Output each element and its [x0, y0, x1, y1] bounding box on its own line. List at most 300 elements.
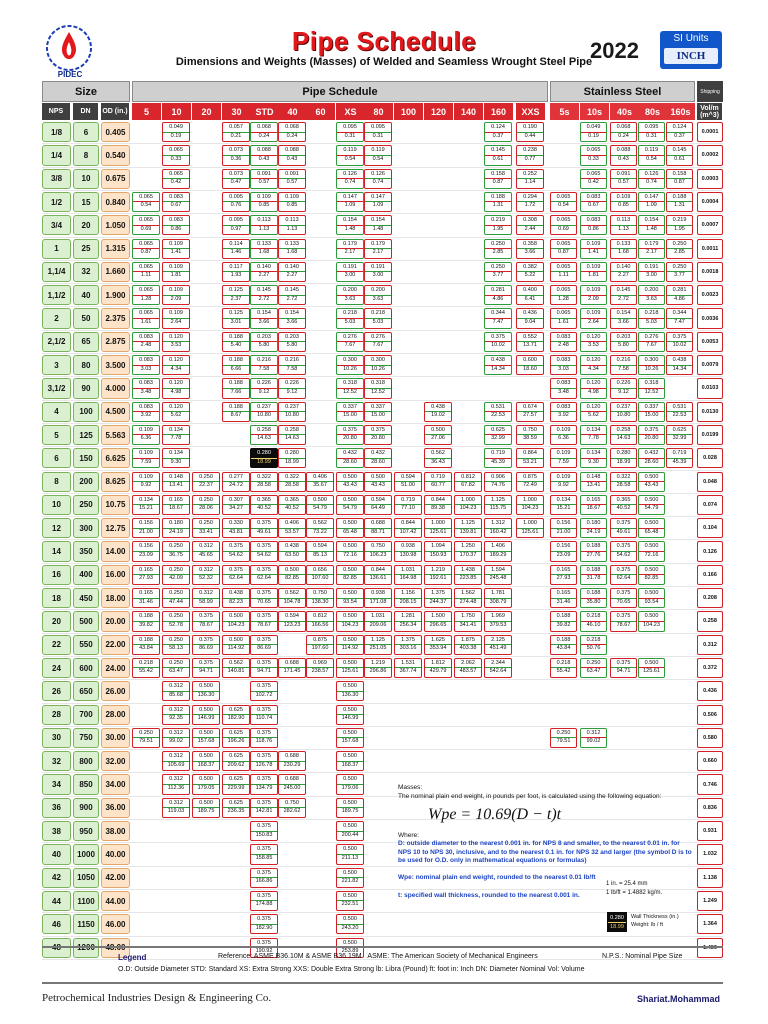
wall-thickness: 0.500 — [199, 729, 213, 736]
schedule-cell — [278, 798, 306, 818]
schedule-cell — [278, 611, 306, 631]
pipe-weight: 483.57 — [455, 667, 481, 675]
volume-cell: 0.436 — [697, 681, 723, 701]
pipe-weight: 7.58 — [251, 365, 277, 373]
pipe-weight: 0.43 — [611, 155, 636, 163]
schedule-cell — [336, 821, 364, 841]
schedule-cell — [484, 518, 512, 538]
wall-thickness: 0.500 — [343, 659, 357, 666]
pipe-weight: 1.48 — [639, 225, 664, 233]
wall-thickness: 1.562 — [461, 590, 475, 596]
wall-thickness: 0.719 — [431, 473, 445, 480]
pipe-weight: 15.21 — [551, 504, 576, 512]
schedule-cell — [484, 565, 512, 585]
wall-thickness: 0.200 — [371, 287, 385, 294]
pipe-weight: 1.14 — [517, 178, 543, 186]
schedule-cell — [192, 472, 220, 492]
wall-thickness: 0.875 — [313, 636, 327, 643]
pipe-weight: 88.71 — [365, 528, 391, 536]
pipe-weight: 24.19 — [581, 528, 606, 536]
footer-divider-bottom — [42, 982, 723, 984]
schedule-cell — [336, 751, 364, 771]
pipe-weight: 7.78 — [163, 434, 189, 442]
wall-thickness: 0.095 — [229, 217, 243, 224]
pipe-weight: 379.53 — [485, 621, 511, 629]
schedule-cell — [454, 518, 482, 538]
wall-thickness: 0.120 — [586, 403, 601, 410]
schedule-cell — [550, 635, 577, 655]
wall-thickness: 0.191 — [644, 263, 659, 270]
row-divider — [42, 330, 723, 331]
schedule-cell — [250, 192, 278, 212]
pipe-weight: 223.85 — [455, 574, 481, 582]
wall-thickness: 0.500 — [343, 916, 357, 923]
schedule-cell — [250, 798, 278, 818]
schedule-cell — [610, 541, 637, 561]
schedule-cell — [454, 658, 482, 678]
schedule-cell — [638, 332, 665, 352]
schedule-cell — [132, 332, 160, 352]
wall-thickness: 0.812 — [461, 473, 475, 480]
legend-key-label-weight: Weight: lb / ft — [631, 922, 663, 928]
wall-thickness: 0.114 — [229, 240, 243, 247]
pipe-weight: 0.37 — [485, 132, 511, 140]
schedule-cell — [336, 262, 364, 282]
pipe-weight: 14.63 — [251, 434, 277, 442]
schedule-cell — [550, 611, 577, 631]
volume-cell: 0.0023 — [697, 285, 723, 305]
schedule-cell — [222, 472, 250, 492]
wall-thickness: 0.133 — [285, 240, 299, 247]
schedule-cell — [222, 518, 250, 538]
wall-thickness: 0.188 — [491, 193, 505, 200]
schedule-cell — [222, 635, 250, 655]
wall-thickness: 0.250 — [169, 566, 183, 573]
pipe-weight: 10.26 — [365, 365, 391, 373]
pipe-weight: 7.47 — [485, 318, 511, 326]
pipe-weight: 125.61 — [425, 528, 451, 536]
wall-thickness: 0.073 — [229, 170, 243, 177]
pipe-weight: 146.99 — [193, 714, 219, 722]
schedule-cell — [364, 308, 392, 328]
nps-cell: 1/8 — [42, 122, 71, 142]
schedule-cell — [336, 215, 364, 235]
wall-thickness: 0.065 — [556, 310, 571, 317]
schedule-cell — [610, 285, 637, 305]
wall-thickness: 0.156 — [556, 543, 571, 550]
wall-thickness: 0.218 — [586, 613, 601, 620]
schedule-cell — [250, 705, 278, 725]
dn-cell: 750 — [73, 728, 99, 748]
wall-thickness: 0.500 — [343, 520, 357, 527]
pipe-weight: 200.44 — [337, 831, 363, 839]
schedule-cell — [580, 239, 607, 259]
nps-cell: 26 — [42, 681, 71, 701]
wall-thickness: 1.781 — [491, 590, 505, 596]
volume-cell: 0.0018 — [697, 262, 723, 282]
wall-thickness: 0.719 — [672, 450, 687, 457]
wall-thickness: 0.065 — [556, 217, 571, 224]
pipe-weight: 62.64 — [611, 574, 636, 582]
pipe-weight: 158.85 — [251, 854, 277, 862]
wall-thickness: 0.375 — [257, 590, 271, 596]
pipe-weight: 119.03 — [163, 807, 189, 815]
volume-cell: 0.104 — [697, 518, 723, 538]
wall-thickness: 0.375 — [491, 333, 505, 340]
schedule-cell — [336, 844, 364, 864]
wall-thickness: 0.109 — [586, 240, 601, 247]
wall-thickness: 0.250 — [169, 636, 183, 643]
schedule-cell — [638, 378, 665, 398]
wall-thickness: 0.552 — [523, 333, 537, 340]
wall-thickness: 1.000 — [431, 520, 445, 527]
wall-thickness: 0.375 — [257, 846, 271, 853]
wall-thickness: 0.216 — [257, 357, 271, 363]
schedule-cell — [250, 518, 278, 538]
schedule-cell — [610, 448, 637, 468]
pipe-weight: 39.82 — [133, 621, 159, 629]
wall-thickness: 1.219 — [431, 566, 445, 573]
schedule-cell — [222, 611, 250, 631]
wall-thickness: 1.594 — [491, 566, 505, 573]
wall-thickness: 0.165 — [169, 496, 183, 503]
wall-thickness: 0.065 — [169, 147, 183, 154]
nps-cell: 34 — [42, 774, 71, 794]
stainless-col-header: 5s — [550, 103, 580, 120]
schedule-cell — [222, 122, 250, 142]
schedule-cell — [550, 332, 577, 352]
pipe-weight: 0.31 — [337, 132, 363, 140]
schedule-cell — [580, 728, 607, 748]
pipe-weight: 64.49 — [365, 504, 391, 512]
schedule-cell — [222, 541, 250, 561]
schedule-cell — [162, 728, 190, 748]
pipe-weight: 3.00 — [337, 271, 363, 279]
volume-cell: 0.0004 — [697, 192, 723, 212]
schedule-cell — [364, 215, 392, 235]
pipe-weight: 0.54 — [639, 155, 664, 163]
wall-thickness: 0.688 — [285, 776, 299, 783]
wall-thickness: 0.165 — [139, 566, 153, 573]
schedule-cell — [638, 239, 665, 259]
wall-thickness: 0.500 — [644, 520, 659, 527]
schedule-cell — [162, 541, 190, 561]
schedule-cell — [394, 635, 422, 655]
wall-thickness: 2.062 — [461, 659, 475, 666]
schedule-cell — [192, 681, 220, 701]
wall-thickness: 0.109 — [169, 310, 183, 317]
nps-cell: 1/2 — [42, 192, 71, 212]
schedule-cell — [278, 332, 306, 352]
schedule-cell — [516, 215, 544, 235]
wall-thickness: 0.308 — [523, 217, 537, 224]
schedule-cell — [162, 145, 190, 165]
schedule-col-header: 120 — [424, 103, 454, 120]
wall-thickness: 0.088 — [285, 147, 299, 154]
schedule-cell — [336, 472, 364, 492]
wall-thickness: 0.154 — [285, 310, 299, 317]
pipe-weight: 112.36 — [163, 784, 189, 792]
schedule-cell — [162, 169, 190, 189]
pipe-weight: 14.34 — [667, 365, 692, 373]
volume-col-header: Vol/m (m^3) — [697, 103, 723, 120]
wall-thickness: 0.375 — [257, 636, 271, 643]
schedule-cell — [484, 611, 512, 631]
schedule-cell — [222, 588, 250, 608]
wall-thickness: 0.134 — [169, 450, 183, 457]
wall-thickness: 0.068 — [257, 124, 271, 130]
wall-thickness: 0.238 — [523, 147, 537, 154]
wall-thickness: 0.382 — [523, 263, 537, 270]
pipe-weight: 3.66 — [279, 318, 305, 326]
schedule-cell — [666, 215, 693, 235]
pipe-weight: 3.63 — [639, 295, 664, 303]
schedule-cell — [454, 541, 482, 561]
schedule-cell — [484, 169, 512, 189]
schedule-cell — [580, 192, 607, 212]
wall-thickness: 0.276 — [371, 333, 385, 340]
wall-thickness: 0.109 — [139, 450, 153, 457]
wall-thickness: 0.065 — [586, 147, 601, 154]
nps-cell: 2,1/2 — [42, 332, 71, 352]
schedule-cell — [394, 565, 422, 585]
nps-cell: 14 — [42, 541, 71, 561]
wall-thickness: 0.147 — [371, 193, 385, 200]
pipe-weight: 1.13 — [251, 225, 277, 233]
pipe-weight: 28.60 — [639, 458, 664, 466]
schedule-cell — [516, 262, 544, 282]
wall-thickness: 0.375 — [371, 426, 385, 433]
where-label: Where: — [398, 831, 419, 839]
schedule-cell — [162, 798, 190, 818]
schedule-cell — [250, 868, 278, 888]
pipe-weight: 23.09 — [133, 551, 159, 559]
schedule-cell — [666, 355, 693, 375]
schedule-cell — [364, 658, 392, 678]
od-cell: 3.500 — [101, 355, 130, 375]
schedule-cell — [394, 472, 422, 492]
dn-cell: 32 — [73, 262, 99, 282]
schedule-cell — [638, 518, 665, 538]
pipe-weight: 2.44 — [517, 225, 543, 233]
schedule-cell — [336, 145, 364, 165]
row-divider — [42, 190, 723, 191]
wall-thickness: 1.375 — [401, 636, 415, 643]
pipe-weight: 10.80 — [279, 411, 305, 419]
pipe-weight: 49.61 — [611, 528, 636, 536]
wall-thickness: 0.438 — [672, 357, 687, 363]
wall-thickness: 0.500 — [343, 613, 357, 620]
wall-thickness: 0.280 — [285, 450, 299, 457]
wall-thickness: 0.375 — [672, 333, 687, 340]
legend-key-cell — [607, 912, 627, 932]
wall-thickness: 0.180 — [169, 520, 183, 527]
wall-thickness: 0.065 — [556, 263, 571, 270]
pipe-weight: 10.80 — [251, 411, 277, 419]
wall-thickness: 0.126 — [343, 170, 357, 177]
pipe-weight: 15.21 — [133, 504, 159, 512]
pipe-weight: 110.74 — [251, 714, 277, 722]
volume-cell: 0.506 — [697, 705, 723, 725]
schedule-cell — [132, 518, 160, 538]
wall-thickness: 0.375 — [616, 590, 631, 596]
wall-thickness: 0.500 — [343, 869, 357, 876]
schedule-cell — [250, 425, 278, 445]
schedule-cell — [278, 145, 306, 165]
wall-thickness: 0.600 — [523, 357, 537, 363]
wall-thickness: 0.065 — [556, 287, 571, 294]
pipe-weight: 221.82 — [337, 877, 363, 885]
schedule-cell — [250, 378, 278, 398]
schedule-cell — [336, 681, 364, 701]
pipe-weight: 82.85 — [337, 574, 363, 582]
schedule-cell — [580, 495, 607, 515]
schedule-cell — [394, 541, 422, 561]
wall-thickness: 0.250 — [199, 473, 213, 480]
pipe-weight: 2.09 — [581, 295, 606, 303]
schedule-cell — [278, 658, 306, 678]
pipe-weight: 189.29 — [485, 551, 511, 559]
schedule-cell — [364, 541, 392, 561]
nps-cell: 4 — [42, 402, 71, 422]
schedule-cell — [222, 355, 250, 375]
wall-thickness: 0.531 — [672, 403, 687, 410]
row-divider — [42, 726, 723, 727]
wall-thickness: 0.218 — [644, 310, 659, 317]
wall-thickness: 0.500 — [644, 543, 659, 550]
pipe-weight: 0.86 — [581, 225, 606, 233]
wall-thickness: 0.154 — [257, 310, 271, 317]
pipe-weight: 1.68 — [279, 248, 305, 256]
schedule-cell — [516, 495, 544, 515]
od-cell: 34.00 — [101, 774, 130, 794]
pipe-weight: 3.48 — [551, 388, 576, 396]
wall-thickness: 0.500 — [343, 566, 357, 573]
schedule-cell — [222, 798, 250, 818]
pipe-weight: 51.00 — [395, 481, 421, 489]
schedule-col-header: XS — [336, 103, 366, 120]
schedule-cell — [638, 658, 665, 678]
schedule-cell — [666, 332, 693, 352]
schedule-cell — [484, 472, 512, 492]
schedule-cell — [666, 402, 693, 422]
pipe-weight: 45.39 — [667, 458, 692, 466]
dn-cell: 10 — [73, 169, 99, 189]
schedule-cell — [250, 821, 278, 841]
wall-thickness: 0.625 — [229, 776, 243, 783]
row-divider — [42, 679, 723, 680]
nps-cell: 16 — [42, 565, 71, 585]
schedule-cell — [306, 495, 334, 515]
pipe-weight: 23.09 — [551, 551, 576, 559]
schedule-cell — [306, 518, 334, 538]
row-divider — [42, 749, 723, 750]
wall-thickness: 0.500 — [343, 823, 357, 829]
dn-cell: 500 — [73, 611, 99, 631]
wall-thickness: 0.188 — [672, 193, 687, 200]
pipe-weight: 0.24 — [611, 132, 636, 140]
schedule-cell — [222, 705, 250, 725]
schedule-col-header: 10 — [162, 103, 192, 120]
wall-thickness: 0.875 — [523, 473, 537, 480]
wall-thickness: 0.109 — [139, 473, 153, 480]
schedule-cell — [132, 658, 160, 678]
pipe-weight: 542.64 — [485, 667, 511, 675]
pipe-weight: 73.22 — [307, 528, 333, 536]
wall-thickness: 0.375 — [257, 823, 271, 829]
schedule-cell — [278, 448, 306, 468]
pipe-weight: 21.00 — [133, 528, 159, 536]
schedule-cell — [192, 635, 220, 655]
schedule-cell — [666, 169, 693, 189]
volume-cell: 0.0053 — [697, 332, 723, 352]
pipe-weight: 244.37 — [425, 598, 451, 606]
wall-thickness: 0.065 — [139, 217, 153, 224]
wall-thickness: 0.158 — [491, 170, 505, 177]
wall-thickness: 0.307 — [229, 496, 243, 503]
volume-cell: 0.312 — [697, 635, 723, 655]
pipe-weight: 38.59 — [517, 434, 543, 442]
wall-thickness: 0.124 — [491, 124, 505, 130]
pipe-weight: 0.33 — [163, 155, 189, 163]
pipe-weight: 115.75 — [485, 504, 511, 512]
wall-thickness: 0.250 — [556, 729, 571, 736]
pipe-weight: 47.44 — [163, 598, 189, 606]
wall-thickness: 1.531 — [401, 659, 415, 666]
stainless-steel-group-header: Stainless Steel — [550, 81, 695, 102]
row-divider — [42, 446, 723, 447]
wall-thickness: 0.065 — [556, 240, 571, 247]
wall-thickness: 0.625 — [491, 426, 505, 433]
wall-thickness: 0.148 — [586, 473, 601, 480]
pipe-weight: 1.81 — [581, 271, 606, 279]
schedule-cell — [638, 425, 665, 445]
pipe-weight: 1.61 — [133, 318, 159, 326]
schedule-cell — [638, 215, 665, 235]
wall-thickness: 0.500 — [199, 706, 213, 713]
page-subtitle: Dimensions and Weights (Masses) of Welded and Seamless Wrought Steel Pipe — [175, 56, 593, 68]
wall-thickness: 0.322 — [257, 473, 271, 480]
schedule-cell — [250, 355, 278, 375]
od-cell: 1.315 — [101, 239, 130, 259]
schedule-cell — [336, 891, 364, 911]
volume-cell: 1.249 — [697, 891, 723, 911]
schedule-cell — [550, 658, 577, 678]
wall-thickness: 0.375 — [199, 659, 213, 666]
pipe-weight: 22.37 — [193, 481, 219, 489]
wall-thickness: 0.113 — [616, 217, 631, 224]
pipe-weight: 0.77 — [517, 155, 543, 163]
schedule-cell — [278, 425, 306, 445]
schedule-cell — [550, 285, 577, 305]
wall-thickness: 0.500 — [644, 613, 659, 620]
wall-thickness: 0.126 — [371, 170, 385, 177]
wall-thickness: 1.219 — [371, 659, 385, 666]
schedule-cell — [424, 425, 452, 445]
pipe-weight: 171.45 — [279, 667, 305, 675]
dn-cell: 250 — [73, 495, 99, 515]
wall-thickness: 0.188 — [586, 543, 601, 550]
pipe-weight: 0.54 — [551, 201, 576, 209]
schedule-cell — [336, 798, 364, 818]
schedule-cell — [132, 262, 160, 282]
row-divider — [42, 400, 723, 401]
pipe-weight: 92.35 — [163, 714, 189, 722]
nps-cell: 8 — [42, 472, 71, 492]
schedule-cell — [484, 239, 512, 259]
schedule-cell — [250, 751, 278, 771]
pipe-weight: 1.46 — [223, 248, 249, 256]
